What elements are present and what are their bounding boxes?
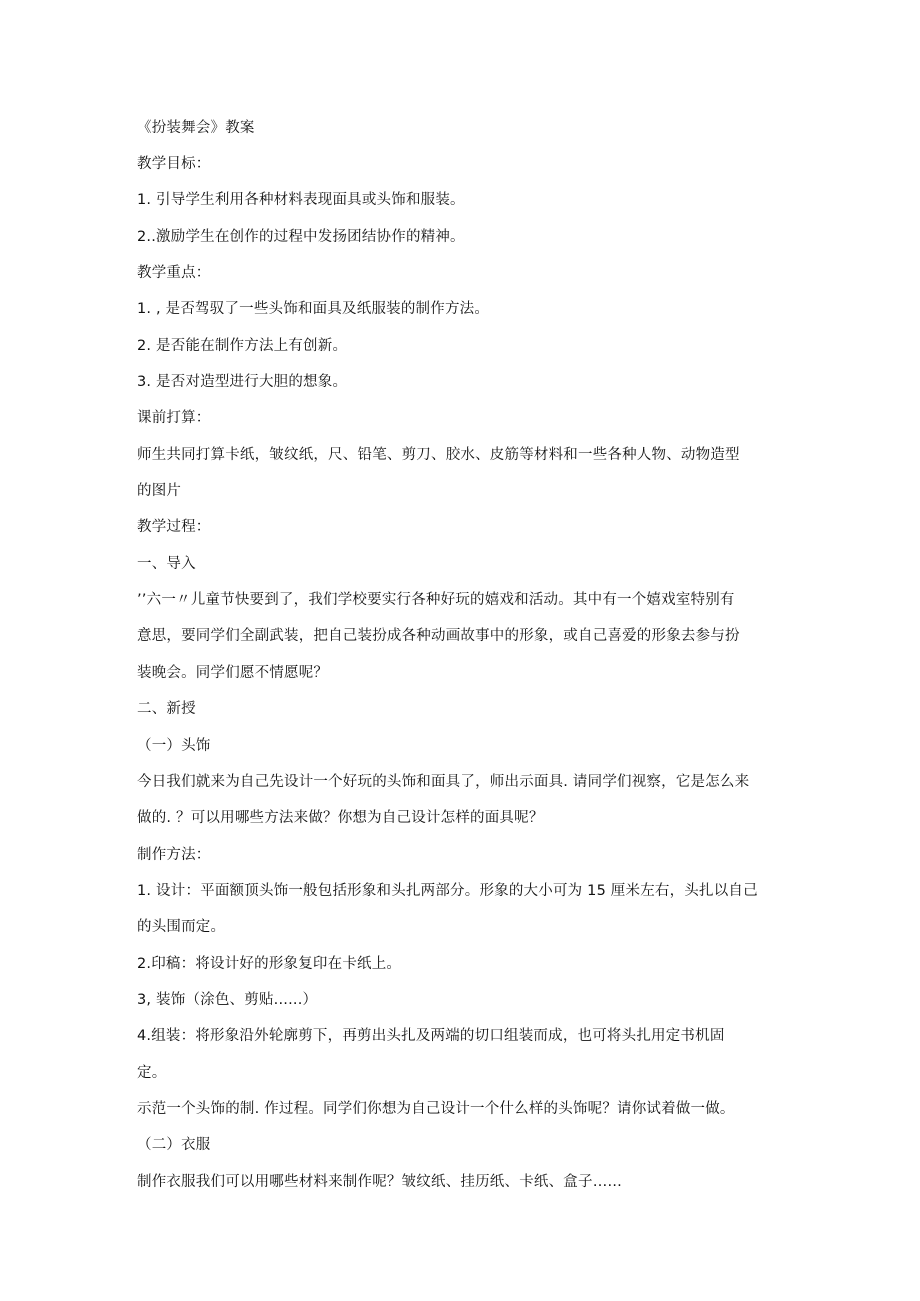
text-line: 一、导入: [137, 556, 196, 572]
text-line: 1. 设计：平面额顶头饰一般包括形象和头扎两部分。形象的大小可为 15 厘米左右，头扎以自己: [137, 883, 758, 899]
text-line: （二）衣服: [137, 1137, 211, 1153]
text-line: 制作衣服我们可以用哪些材料来制作呢？皱纹纸、挂历纸、卡纸、盒子……: [137, 1174, 623, 1190]
text-line: 教学重点：: [137, 265, 211, 281]
text-line: 2..激励学生在创作的过程中发扬团结协作的精神。: [137, 229, 465, 245]
text-line: 3. 是否对造型进行大胆的想象。: [137, 374, 348, 390]
text-line: 二、新授: [137, 701, 196, 717]
text-line: 定。: [137, 1065, 167, 1081]
text-line: 1. , 是否驾驭了一些头饰和面具及纸服装的制作方法。: [137, 301, 490, 317]
text-line: 2. 是否能在制作方法上有创新。: [137, 338, 348, 354]
text-line: 示范一个头饰的制. 作过程。同学们你想为自己设计一个什么样的头饰呢？请你试着做一做。: [137, 1101, 735, 1117]
text-line: 4.组装：将形象沿外轮廓剪下，再剪出头扎及两端的切口组装而成，也可将头扎用定书机固: [137, 1028, 725, 1044]
text-line: 制作方法：: [137, 847, 211, 863]
text-line: 课前打算：: [137, 410, 211, 426]
text-line: 2.印稿：将设计好的形象复印在卡纸上。: [137, 956, 402, 972]
text-line: 教学过程：: [137, 519, 211, 535]
document-title: 《扮装舞会》教案: [137, 120, 255, 136]
text-line: 意思，要同学们全副武装，把自己装扮成各种动画故事中的形象，或自己喜爱的形象去参与扮: [137, 628, 740, 644]
text-line: 装晚会。同学们愿不情愿呢？: [137, 665, 329, 681]
text-line: 的图片: [137, 483, 182, 499]
text-line: （一）头饰: [137, 738, 211, 754]
text-line: 3, 装饰（涂色、剪贴......）: [137, 992, 318, 1008]
text-line: 今日我们就来为自己先设计一个好玩的头饰和面具了，师出示面具. 请同学们视察，它是怎么来: [137, 774, 750, 790]
text-line: 1. 引导学生利用各种材料表现面具或头饰和服装。: [137, 192, 465, 208]
text-line: 师生共同打算卡纸，皱纹纸，尺、铅笔、剪刀、胶水、皮筋等材料和一些各种人物、动物造型: [137, 447, 740, 463]
text-line: 教学目标：: [137, 156, 211, 172]
text-line: ’’六一〃儿童节快要到了，我们学校要实行各种好玩的嬉戏和活动。其中有一个嬉戏室特别有: [137, 592, 735, 608]
text-line: 的头围而定。: [137, 919, 226, 935]
text-line: 做的. ？可以用哪些方法来做？你想为自己设计怎样的面具呢？: [137, 810, 544, 826]
